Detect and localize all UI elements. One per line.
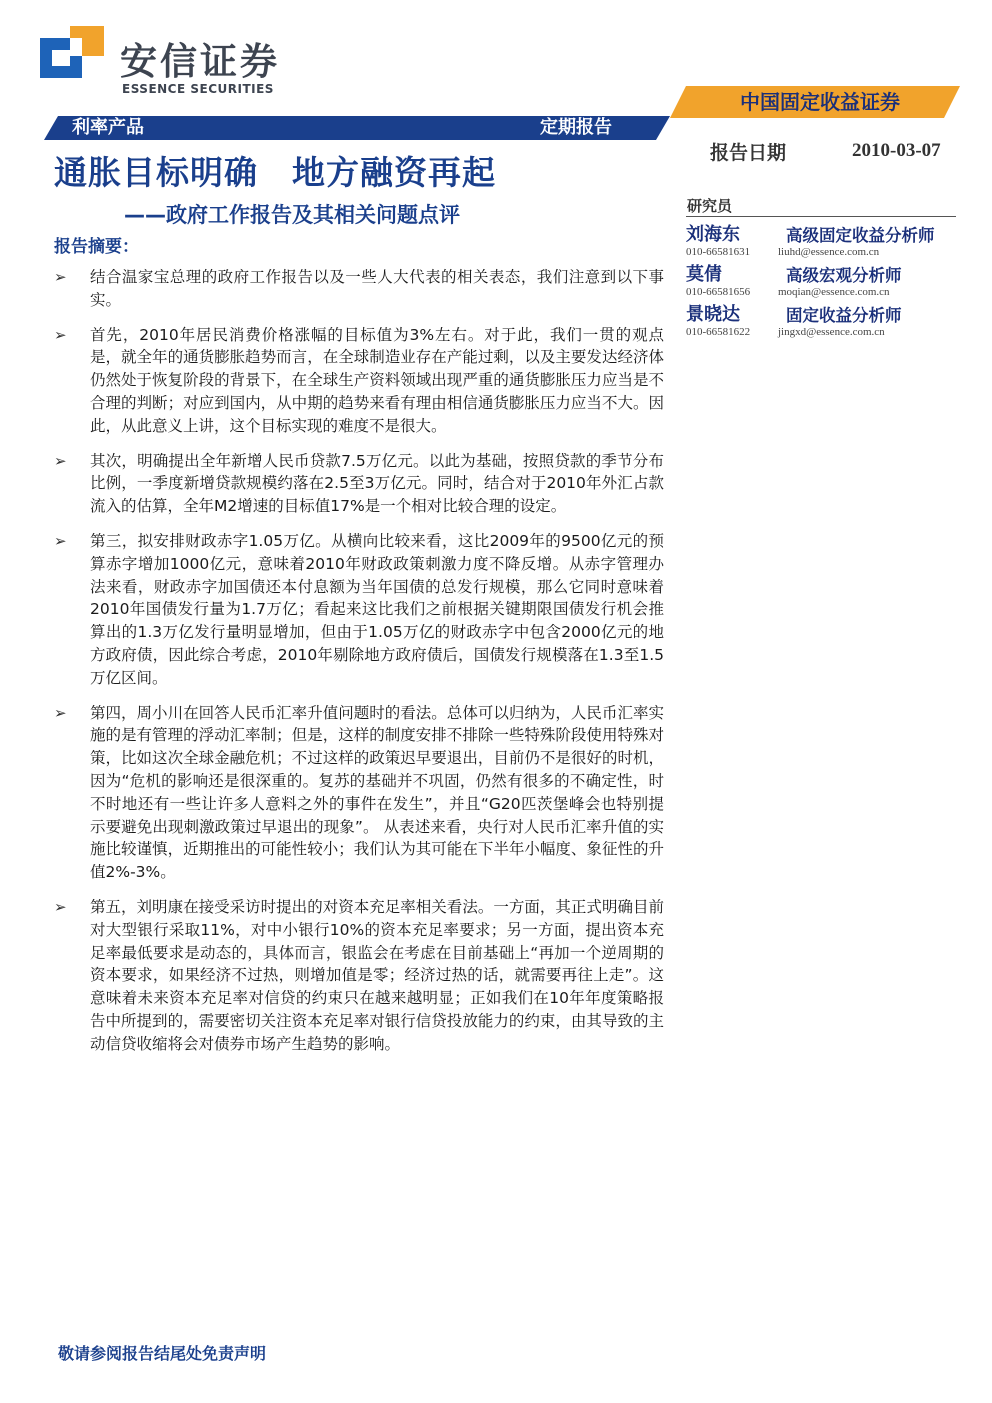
arrow-bullet-icon: ➢ [54, 451, 67, 470]
report-date-value: 2010-03-07 [852, 140, 941, 161]
summary-heading: 报告摘要： [54, 237, 139, 257]
analyst-email[interactable]: jingxd@essence.com.cn [778, 326, 885, 338]
analyst-card [686, 300, 958, 340]
report-date-label: 报告日期 [710, 142, 787, 164]
disclaimer-note: 敬请参阅报告结尾处免责声明 [58, 1344, 267, 1363]
summary-paragraph-6 [54, 896, 664, 1056]
report-type: 定期报告 [540, 117, 612, 138]
analyst-name: 莫倩 [686, 264, 722, 285]
summary-paragraph-4 [54, 530, 664, 690]
summary-paragraph-1 [54, 266, 664, 312]
arrow-bullet-icon: ➢ [54, 268, 67, 286]
report-category: 利率产品 [72, 117, 144, 138]
summary-paragraph-3 [54, 450, 664, 518]
paragraph-text: 结合温家宝总理的政府工作报告以及一些人大代表的相关表态，我们注意到以下事实。 [90, 268, 664, 309]
analyst-phone: 010-66581622 [686, 326, 751, 338]
paragraph-text: 其次，明确提出全年新增人民币贷款7.5万亿元。以此为基础，按照贷款的季节分布比例，一季度新增贷款规模约落在2.5至3万亿元。同时，结合对于2010年外汇占款流入的估算，全年M2增速的目标值17%是一个相对比较合理的设定。 [90, 451, 664, 516]
researcher-divider [686, 216, 956, 217]
paragraph-text: 第五，刘明康在接受采访时提出的对资本充足率相关看法。一方面，其正式明确目前对大型银行采取11%，对中小银行10%的资本充足率要求；另一方面，提出资本充足率最低要求是动态的，具体而言，银监会在考虑在目前基础上“再加一个逆周期的资本要求，如果经济不过热，则增加值是零；经济过热的话，就需要再往上走”。这意味着未来资本充足率对信贷的约束只在越来越明显；正如我们在10年年度策略报告中所提到的，需要密切关注资本充足率对银行信贷投放能力的约束，由其导致的主动信贷收缩将会对债券市场产生趋势的影响。 [90, 897, 664, 1053]
analyst-email[interactable]: liuhd@essence.com.cn [778, 246, 880, 258]
logo-chinese-name: 安信证券 [120, 40, 280, 83]
paragraph-text: 首先，2010年居民消费价格涨幅的目标值为3%左右。对于此，我们一贯的观点是，就全年的通货膨胀趋势而言，在全球制造业存在产能过剩，以及主要发达经济体仍然处于恢复阶段的背景下，在全球生产资料领域出现严重的通货膨胀压力应当是不合理的判断；对应到国内，从中期的趋势来看有理由相信通货膨胀压力应当不大。因此，从此意义上讲，这个目标实现的难度不是很大。 [90, 325, 664, 435]
analyst-name: 景晓达 [686, 304, 740, 325]
researcher-heading: 研究员 [687, 197, 733, 215]
analyst-name: 刘海东 [686, 224, 740, 245]
report-title: 通胀目标明确 地方融资再起 [54, 153, 496, 192]
arrow-bullet-icon: ➢ [54, 897, 67, 916]
summary-paragraph-5 [54, 702, 664, 884]
analyst-title: 高级宏观分析师 [786, 266, 902, 285]
series-title: 中国固定收益证券 [740, 90, 900, 114]
analyst-title: 高级固定收益分析师 [786, 226, 935, 245]
paragraph-text: 第三，拟安排财政赤字1.05万亿。从横向比较来看，这比2009年的9500亿元的预算赤字增加1000亿元，意味着2010年财政政策刺激力度不降反增。从赤字管理办法来看，财政赤字加国债还本付息额为当年国债的总发行规模，那么它同时意味着2010年国债发行量为1.7万亿；看起来这比我们之前根据关键期限国债发行机会推算出的1.3万亿发行量明显增加，但由于1.05万亿的财政赤字中包含2000亿元的地方政府债，因此综合考虑，2010年剔除地方政府债后，国债发行规模落在1.3至1.5万亿区间。 [90, 531, 664, 687]
report-subtitle: ——政府工作报告及其相关问题点评 [124, 203, 460, 227]
analyst-phone: 010-66581631 [686, 246, 751, 258]
analyst-title: 固定收益分析师 [786, 306, 902, 325]
analyst-card [686, 220, 958, 260]
summary-list [54, 266, 664, 1068]
logo-english-name: ESSENCE SECURITIES [122, 82, 274, 96]
essence-logo-icon [40, 26, 104, 78]
arrow-bullet-icon: ➢ [54, 325, 67, 344]
arrow-bullet-icon: ➢ [54, 703, 67, 722]
analyst-phone: 010-66581656 [686, 286, 751, 298]
paragraph-text: 第四，周小川在回答人民币汇率升值问题时的看法。总体可以归纳为，人民币汇率实施的是有管理的浮动汇率制；但是，这样的制度安排不排除一些特殊阶段使用特殊对策，比如这次全球金融危机；不过这样的政策迟早要退出，目前仍不是很好的时机，因为“危机的影响还是很深重的。复苏的基础并不巩固，仍然有很多的不确定性，时不时地还有一些让许多人意料之外的事件在发生”，并且“G20匹茨堡峰会也特别提示要避免出现刺激政策过早退出的现象”。 从表述来看，央行对人民币汇率升值的实施比较谨慎，近期推出的可能性较小；我们认为其可能在下半年小幅度、象征性的升值2%-3%。 [90, 703, 664, 882]
arrow-bullet-icon: ➢ [54, 531, 67, 550]
summary-paragraph-2 [54, 324, 664, 438]
analyst-email[interactable]: moqian@essence.com.cn [778, 286, 890, 298]
analyst-card [686, 260, 958, 300]
